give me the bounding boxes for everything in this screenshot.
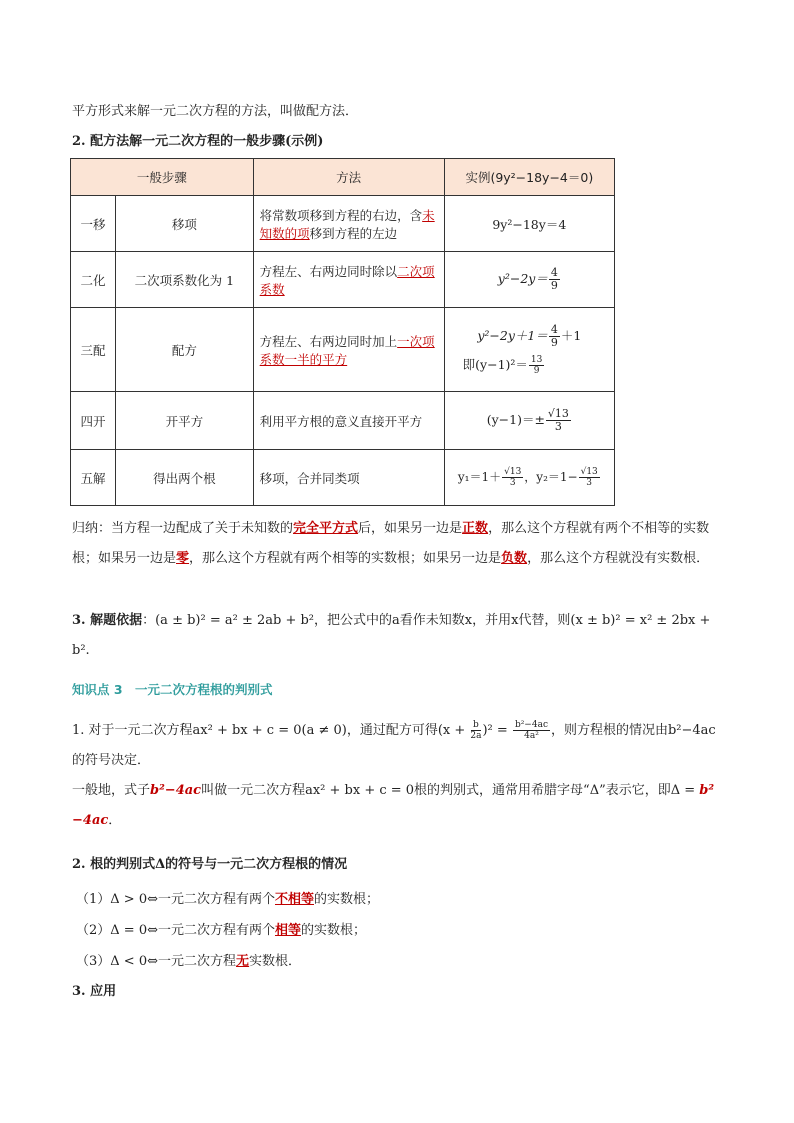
steps-table — [70, 158, 615, 506]
discriminant-paragraph: 1. 对于一元二次方程ax² + bx + c = 0(a ≠ 0)，通过配方可得(x + $\frac{b}{2a}$ )² = $\frac{\text{b²−4ac}}{\text{4a²}}$ ，则方程根的情况由b²−4ac 的符号决定． 一般地，式子b²−4ac叫做一元二次方程ax² + bx + c = 0根的判别式，通常用希腊字母“Δ”表示它，即Δ = b² −4ac． — [72, 720, 716, 828]
step-name: 配方 — [116, 308, 254, 392]
list-item: （1）Δ > 0⇔一元二次方程有两个不相等的实数根； — [76, 892, 380, 907]
table-header-row — [71, 159, 615, 196]
list-item: （2）Δ = 0⇔一元二次方程有两个相等的实数根； — [76, 923, 367, 938]
step-method: 移项，合并同类项 — [253, 450, 444, 506]
step-example: (y−1)＝± $\frac{√13}{3}$ — [444, 392, 614, 450]
table-row — [71, 252, 615, 308]
step-label: 三配 — [71, 308, 116, 392]
step-name: 二次项系数化为 1 — [116, 252, 254, 308]
step-label: 一移 — [71, 196, 116, 252]
step-name: 开平方 — [116, 392, 254, 450]
step-label: 四开 — [71, 392, 116, 450]
section-heading-cases: 2. 根的判别式Δ的符号与一元二次方程根的情况 — [72, 857, 348, 872]
paragraph-intro: 平方形式来解一元二次方程的方法，叫做配方法． — [72, 104, 359, 119]
table-header: 实例(9y²−18y−4＝0) — [444, 159, 614, 196]
section-heading-steps: 2. 配方法解一元二次方程的一般步骤(示例) — [72, 134, 324, 149]
knowledge-point-heading: 知识点 3 一元二次方程根的判别式 — [72, 682, 273, 697]
section-heading-application: 3. 应用 — [72, 984, 117, 999]
step-example: 9y²−18y＝4 — [444, 196, 614, 252]
step-method: 利用平方根的意义直接开平方 — [253, 392, 444, 450]
step-example: y²−2y＋1＝ $\frac{4}{9}$ ＋1 即(y−1)²＝ $\frac{13}{9}$ — [444, 308, 614, 392]
table-row — [71, 308, 615, 392]
basis-paragraph: 3. 解题依据：(a ± b)² = a² ± 2ab + b²，把公式中的a看作未知数x，并用x代替，则(x ± b)² = x² ± 2bx + b². — [72, 613, 711, 658]
table-row — [71, 450, 615, 506]
step-method: 将常数项移到方程的右边，含未知数的项移到方程的左边 — [253, 196, 444, 252]
step-name: 得出两个根 — [116, 450, 254, 506]
table-header: 方法 — [253, 159, 444, 196]
table-row — [71, 196, 615, 252]
cases-list — [76, 884, 736, 977]
step-name: 移项 — [116, 196, 254, 252]
step-label: 五解 — [71, 450, 116, 506]
step-label: 二化 — [71, 252, 116, 308]
step-example: y²−2y＝ $\frac{4}{9}$ — [444, 252, 614, 308]
summary-paragraph: 归纳：当方程一边配成了关于未知数的完全平方式后，如果另一边是正数，那么这个方程就有两个不相等的实数根；如果另一边是零，那么这个方程就有两个相等的实数根；如果另一边是负数，那么这个方程就没有实数根． — [72, 521, 710, 566]
table-header: 一般步骤 — [71, 159, 254, 196]
step-method: 方程左、右两边同时除以二次项系数 — [253, 252, 444, 308]
step-method: 方程左、右两边同时加上一次项系数一半的平方 — [253, 308, 444, 392]
step-example: y₁＝1＋ $\frac{√13}{3}$ ，y₂＝1− $\frac{√13}{3}$ — [444, 450, 614, 506]
list-item: （3）Δ < 0⇔一元二次方程无实数根． — [76, 954, 302, 969]
table-row — [71, 392, 615, 450]
